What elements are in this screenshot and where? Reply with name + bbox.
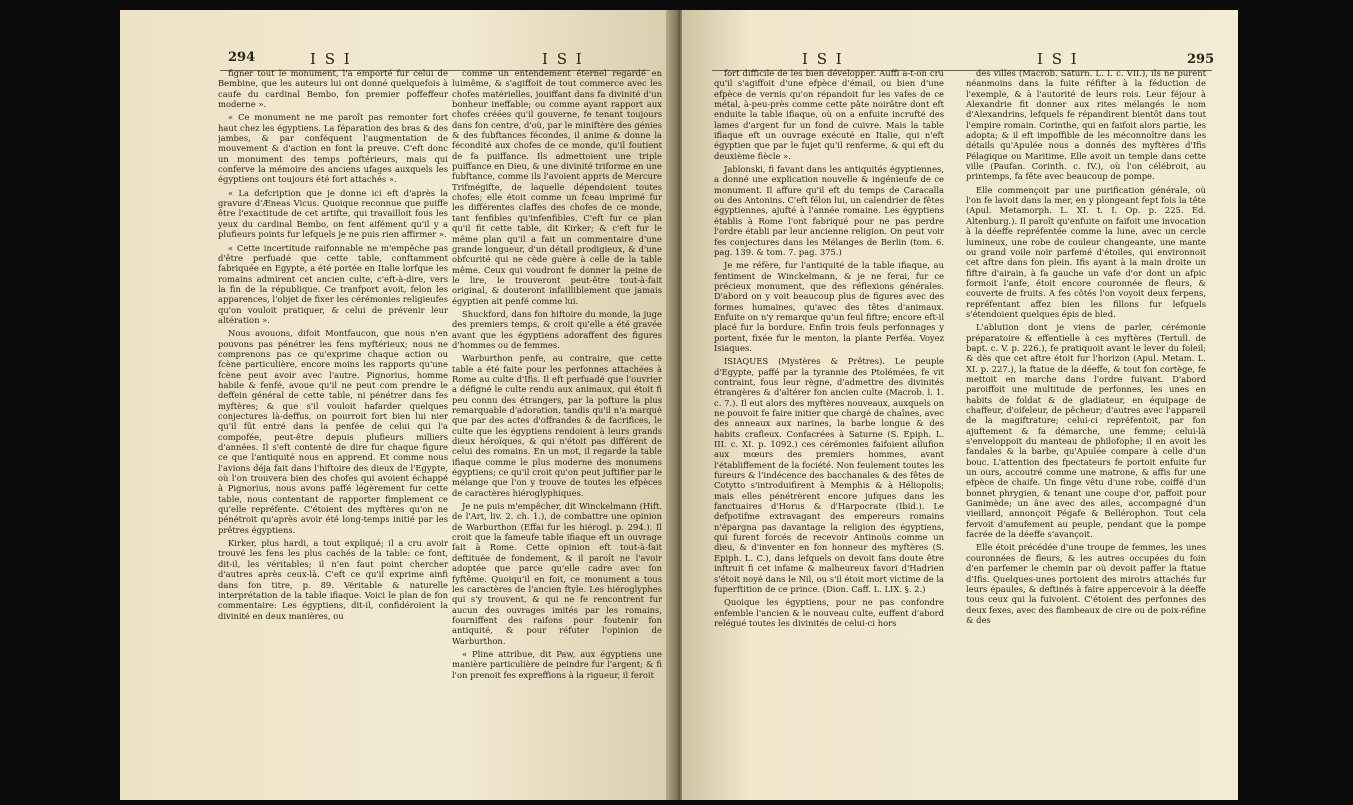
paragraph: Je ne puis m'empêcher, dit Winckelmann (Hift. de l'Art, liv. 2. ch. 1.), de combattre une opinion de Warburthon (Effai fur les hiérogl. p. 294.). Il croit que la fameufe table ifiaque eft un ouvrage fait à Rome. Cette opinion eft tout-à-fait deftituée de fondement, & il paroît ne l'avoir adoptée que parce qu'elle cadre avec fon fyftême. Quoiqu'il en foit, ce monument a tous les caractères de l'ancien ftyle. Les hiéroglyphes qui s'y trouvent, & qui ne fe rencontrent fur aucun des ouvrages imités par les romains, fourniffent des raifons pour foutenir fon antiquité, & pour réfuter l'opinion de Warburthon. [452, 501, 662, 646]
paragraph: Quoique les égyptiens, pour ne pas confondre enfemble l'ancien & le nouveau culte, euffent d'abord relégué toutes les divinités de celui-ci hors [714, 597, 944, 628]
paragraph: Kirker, plus hardi, a tout expliqué; il a cru avoir trouvé les fens les plus cachés de la table: ce font, dit-il, les véritables; il n'en faut point chercher d'autres après ceux-là. C'eft ce qu'il exprime ainfi dans fon titre, p. 89. Véritable & naturelle interprétation de la table ifiaque. Voici le plan de fon commentaire: Les égyptiens, dit-il, confidéroient la divinité en deux manières, ou [218, 538, 448, 621]
paragraph: « Pline attribue, dit Paw, aux égyptiens une manière particulière de peindre fur l'argent; & fi l'on prenoit fes expreffions à la rigueur, il feroit [452, 648, 662, 680]
paragraph: Je me réfère, fur l'antiquité de la table ifiaque, au fentiment de Winckelmann, & je ne ferai, fur ce précieux monument, que des réflexions générales. D'abord on y voit beaucoup plus de figures avec des formes humaines, qu'avec des têtes d'animaux. Enfuite on n'y remarque qu'un feul fiftre; encore eft-il placé fur la bordure. Enfin trois feuls perfonnages y portent, fixée fur le menton, la plante Perféa. Voyez Isiaques. [714, 260, 944, 353]
right-header-right: I S I [1037, 50, 1079, 68]
paragraph: Elle commençoit par une purification générale, où l'on fe lavoit dans la mer, en y plongeant fept fois la tête (Apul. Metamorph. L. XI. t. I. Op. p. 225. Ed. Altenburg.). Il paroît qu'enfuite on faifoit une invocation à la déeffe repréfentée comme la lune, avec un cercle lumineux, une robe de couleur changeante, une mante ou grand voile noir parfemé d'étoiles, qui environnoit cet aftre dans fon plein. Ifis ayant à la main droite un fiftre d'airain, à fa gauche un vafe d'or dont un afpic formoit l'anfe, étoit encore couronnée de fleurs, & couverte de fruits. A fes côtés l'on voyoit deux ferpens, repréfentant affez bien les fillons fur lefquels s'étendoient quelques épis de bled. [966, 184, 1206, 319]
paragraph: Elle étoit précédée d'une troupe de femmes, les unes couronnées de fleurs, & les autres occupées du foin d'en parfemer le chemin par où devoit paffer la ftatue d'Ifis. Quelques-unes portoient des miroirs attachés fur leurs épaules, & deftinés à faire appercevoir à la déeffe tous ceux qui la fuivoient. C'étoient des perfonnes des deux fexes, avec des flambeaux de cire ou de poix-réfine & des [966, 542, 1206, 625]
right-column-1 [714, 68, 944, 768]
paragraph: fort difficile de les bien développer. Auffi a-t-on cru qu'il s'agiffoit d'une efpèce d'émail, ou bien d'une efpèce de vernis qu'on répandoit fur les vafes de ce métal, à-peu-près comme cette pâte noirâtre dont eft enduite la table ifiaque, où on a enfuite incrufté des lames d'argent fur un fond de cuivre. Mais la table ifiaque eft un ouvrage exécuté en Italie, qui n'eft égyptien que par le fujet qu'il renferme, & qui eft du deuxième fiècle ». [714, 68, 944, 161]
book-spread [120, 10, 1238, 800]
left-header-left: I S I [310, 50, 352, 68]
paragraph: Jablonski, fi favant dans les antiquités égyptiennes, a donné une explication nouvelle & ingénieufe de ce monument. Il affure qu'il eft du temps de Caracalla ou des Antonins. C'eft félon lui, un calendrier de fêtes égyptiennes, ajufté à l'année romaine. Les égyptiens établis à Rome l'ont fabriqué pour ne pas perdre l'ordre établi par leur ancienne religion. On peut voir fes conjectures dans les Mélanges de Berlin (tom. 6. pag. 139. & tom. 7. pag. 375.) [714, 164, 944, 257]
paragraph: comme un entendement éternel regardé en luimême, & s'agiffoit de tout commerce avec les chofes matérielles, jouiffant dans fa divinité d'un bonheur ineffable; ou comme ayant rapport aux chofes créées qu'il gouverne, fe tenant toujours dans fon centre, d'où, par le miniftère des génies & des fubftances fécondes, il anime & donne la fécondité aux chofes de ce monde, qu'il foutient de fa puiffance. Ils admettoient une triple puiffance en Dieu, & une divinité triforme en une fubftance, comme ils l'avoient appris de Mercure Trifmégifte, de laquelle dépendoient toutes chofes; elle étoit comme un fceau imprimé fur les différentes claffes des chofes de ce monde, tant fenfibles qu'infenfibles. C'eft fur ce plan qu'il fit cette table, dit Kirker; & c'eft fur le même plan qu'il a fait un commentaire d'une grande longueur, d'un détail prodigieux, & d'une obfcurité qui ne cède guère à celle de la table même. Ceux qui voudront fe donner la peine de le lire, le trouveront peut-être tout-à-fait original, & douteront infailliblement que jamais égyptien ait penfé comme lui. [452, 68, 662, 306]
paragraph: « La defcription que je donne ici eft d'après la gravure d'Æneas Vicus. Quoique reconnue que puiffe être l'exactitude de cet artifte, qui travailloit fous les yeux du cardinal Bembo, on fent aifément qu'il y a plufieurs points fur lefquels je ne puis rien affirmer ». [218, 187, 448, 240]
paragraph: Nous avouons, difoit Montfaucon, que nous n'en pouvons pas pénétrer les fens myftérieux; nous ne comprenons pas ce qu'exprime chaque action ou fcène particulière, encore moins les rapports qu'une fcène peut avoir avec l'autre. Pignorius, homme habile & fenfé, avoue qu'il ne peut com prendre le deffein général de cette table, ni pénétrer dans fes myftères; & que s'il vouloit hafarder quelques conjectures là-deffus, on pourroit fort bien lui nier qu'il fût entré dans la penfée de celui qui l'a compofée, peut-être depuis plufieurs milliers d'années. Il s'eft contenté de dire fur chaque figure ce que l'antiquité nous en apprend. Et comme nous l'avions déja fait dans l'hiftoire des dieux de l'Egypte, où l'on trouvera bien des chofes qui avoient échappé à Pignorius, nous avons paffé légèrement fur cette table, nous contentant de rapporter fimplement ce qu'elle repréfente. C'étoient des myftères qu'on ne pénétroit qu'après avoir été long-temps initié par les prêtres égyptiens. [218, 328, 448, 535]
left-page-number: 294 [228, 50, 256, 65]
right-header-left: I S I [802, 50, 844, 68]
paragraph: « Ce monument ne me paroît pas remonter fort haut chez les égyptiens. La féparation des bras & des jambes, & par conféquent l'augmentation de mouvement & d'action en font la preuve. C'eft donc un monument des temps poftérieurs, mais qui conferve la mémoire des anciens ufages auxquels les égyptiens ont toujours été fort attachés ». [218, 112, 448, 185]
paragraph: « Cette incertitude raifonnable ne m'empêche pas d'être perfuadé que cette table, conftamment fabriquée en Egypte, a été portée en Italie lorfque les romains admirent cet ancien culte, c'eft-à-dire, vers la fin de la république. Ce tranfport avoit, felon les apparences, l'objet de fixer les cérémonies religieufes qu'on vouloit pratiquer, & celui de prévenir leur altération ». [218, 242, 448, 325]
paragraph: Shuckford, dans fon hiftoire du monde, la juge des premiers temps, & croit qu'elle a été gravée avant que les égyptiens adoraffent des figures d'hommes ou de femmes. [452, 308, 662, 350]
right-column-2 [966, 68, 1206, 768]
right-page-number: 295 [1187, 52, 1215, 67]
left-header-right: I S I [542, 50, 584, 68]
paragraph: L'ablution dont je viens de parler, cérémonie préparatoire & effentielle à ces myftères (Tertull. de bapt. c. V. p. 226.), fe pratiquoit avant le lever du foleil; & dès que cet aftre étoit fur l'horizon (Apul. Metam. L. XI. p. 227.), la ftatue de la déeffe, & tout fon cortège, fe mettoit en marche dans l'ordre fuivant. D'abord paroiffoit une multitude de perfonnes, les unes en habits de foldat & de gladiateur, en équipage de chaffeur, d'oifeleur, de pêcheur; d'autres avec l'appareil de la magiftrature; celui-ci repréfentoit, par fon ajuftement & fa démarche, une femme; celui-là s'enveloppoit du manteau de philofophe; il en avoit les fandales & la barbe, qu'Apulée compare à celle d'un bouc. L'attention des fpectateurs fe portoit enfuite fur un ours, accoutré comme une matrone, & affis fur une efpèce de chaife. Un finge vêtu d'une robe, coiffé d'un bonnet phrygien, & tenant une coupe d'or, paffoit pour Ganimède; un âne avec des ailes, accompagné d'un vieillard, annonçoit Pégafe & Bellérophon. Tout cela fervoit d'amufement au peuple, pendant que la pompe facrée de la déeffe s'avançoit. [966, 322, 1206, 540]
paragraph: des villes (Macrob. Saturn. L. I. c. VII.), ils ne purent néanmoins dans la fuite réfifter à la féduction de l'exemple, & à l'autorité de leurs rois. Leur féjour à Alexandrie fit donner aux rites mélangés le nom d'Alexandrins, lefquels fe répandirent bientôt dans tout l'empire romain. Corinthe, qui en faifoit alors partie, les adopta; & il eft impoffible de les méconnoître dans les détails qu'Apulée nous a donnés des myftères d'Ifis Pélagique ou Maritime. Elle avoit un temple dans cette ville (Paufan. Corinth. c. IV.), où l'on célébroit, au printemps, fa fête avec beaucoup de pompe. [966, 68, 1206, 182]
paragraph: ISIAQUES (Mystères & Prêtres). Le peuple d'Egypte, paffé par la tyrannie des Ptolémées, fe vit contraint, fous leur règne, d'admettre des divinités étrangères & d'altérer fon ancien culte (Macrob. l. 1. c. 7.). Il eut alors des myftères nouveaux, auxquels on ne pouvoit fe faire initier que chargé de chaînes, avec des anneaux aux narines, la barbe longue & des habits crafleux. Confacrées à Saturne (S. Epiph. L. III. c. XI. p. 1092.) ces cérémonies faifoient allufion aux mœurs des premiers hommes, avant l'établiffement de la fociété. Non feulement toutes les fureurs & l'indécence des bacchanales & des fêtes de Cotytto s'introduifirent à Memphis & à Héliopolis; mais elles pénétrèrent encore jufques dans les fanctuaires d'Horus & d'Harpocrate (Ibid.). Le defpotifme extravagant des empereurs romains n'épargna pas davantage la religion des égyptiens, qui furent forcés de recevoir Antinoüs comme un dieu, & d'inventer en fon honneur des myftères (S. Epiph. L. C.), dans lefquels on devoit fans doute être inftruit fi cet infame & malheureux favori d'Hadrien s'étoit noyé dans le Nil, ou s'il étoit mort victime de la fuperftition de ce prince. (Dion. Caff. L. LIX. §. 2.) [714, 356, 944, 594]
left-column-1 [218, 68, 448, 768]
left-page [120, 10, 676, 800]
paragraph: figner tout le monument, l'a emporté fur celui de Bembine, que les auteurs lui ont donné quelquefois à caufe du cardinal Bembo, fon premier poffeffeur moderne ». [218, 68, 448, 110]
left-column-2 [452, 68, 662, 768]
right-page [682, 10, 1238, 800]
paragraph: Warburthon penfe, au contraire, que cette table a été faite pour les perfonnes attachées à Rome au culte d'Ifis. Il eft perfuadé que l'ouvrier a défigné le culte rendu aux animaux, qui étoit fi peu connu des étrangers, par la pofture la plus remarquable d'adoration, tandis qu'il n'a marqué que par des actes d'offrandes & de facrifices, le culte que les égyptiens rendoient à leurs grands dieux héroïques, & qui n'étoit pas différent de celui des romains. En un mot, il regarde la table ifiaque comme le plus moderne des monumens égyptiens; ce qu'il croit qu'on peut juftifier par le mélange que l'on y trouve de toutes les efpèces de caractères hiéroglyphiques. [452, 353, 662, 498]
